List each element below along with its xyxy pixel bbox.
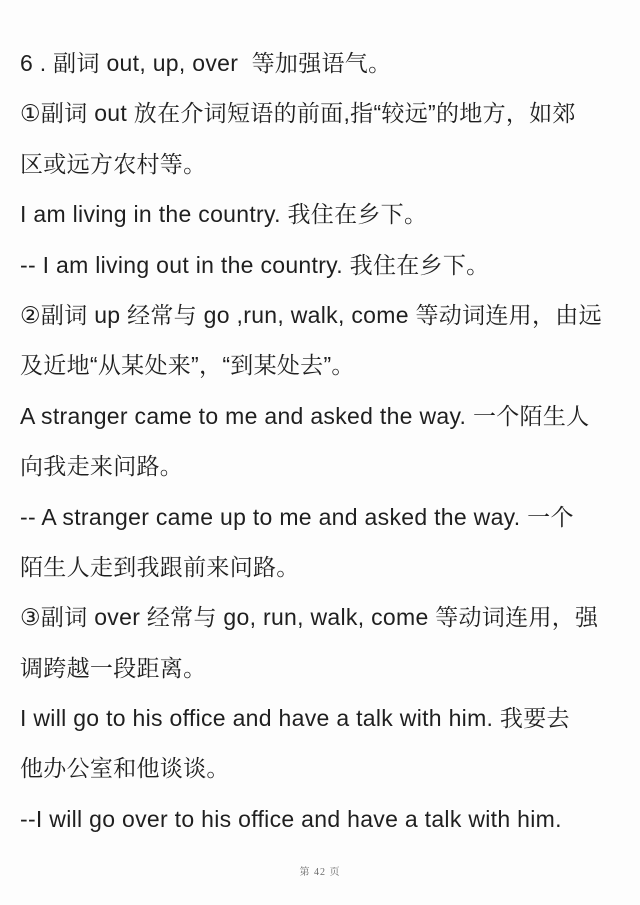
- text-line: 及近地“从某处来”，“到某处去”。: [20, 352, 355, 379]
- text-line: 区或远方农村等。: [20, 150, 207, 177]
- heading-line: 6 . 副词 out, up, over 等加强语气。: [20, 50, 392, 76]
- text-line: --I will go over to his office and have a talk with him.: [20, 805, 562, 832]
- text-line: -- A stranger came up to me and asked the way. 一个: [20, 503, 574, 530]
- text-line: A stranger came to me and asked the way. 一个陌生人: [20, 402, 590, 429]
- text-line: ③副词 over 经常与 go, run, walk, come 等动词连用，强: [20, 604, 599, 631]
- text-line: 陌生人走到我跟前来问路。: [20, 553, 300, 580]
- text-line: I am living in the country. 我住在乡下。: [20, 201, 428, 228]
- text-line: I will go to his office and have a talk with him. 我要去: [20, 705, 570, 732]
- text-line: 向我走来问路。: [20, 453, 184, 480]
- text-line: ②副词 up 经常与 go ,run, walk, come 等动词连用，由远: [20, 301, 602, 328]
- text-line: -- I am living out in the country. 我住在乡下。: [20, 251, 490, 278]
- text-line: 调跨越一段距离。: [20, 654, 207, 681]
- text-line: ①副词 out 放在介词短语的前面,指“较远”的地方，如郊: [20, 100, 576, 127]
- document-content: [20, 38, 626, 844]
- page-number: 第 42 页: [299, 867, 341, 878]
- text-line: 他办公室和他谈谈。: [20, 755, 230, 782]
